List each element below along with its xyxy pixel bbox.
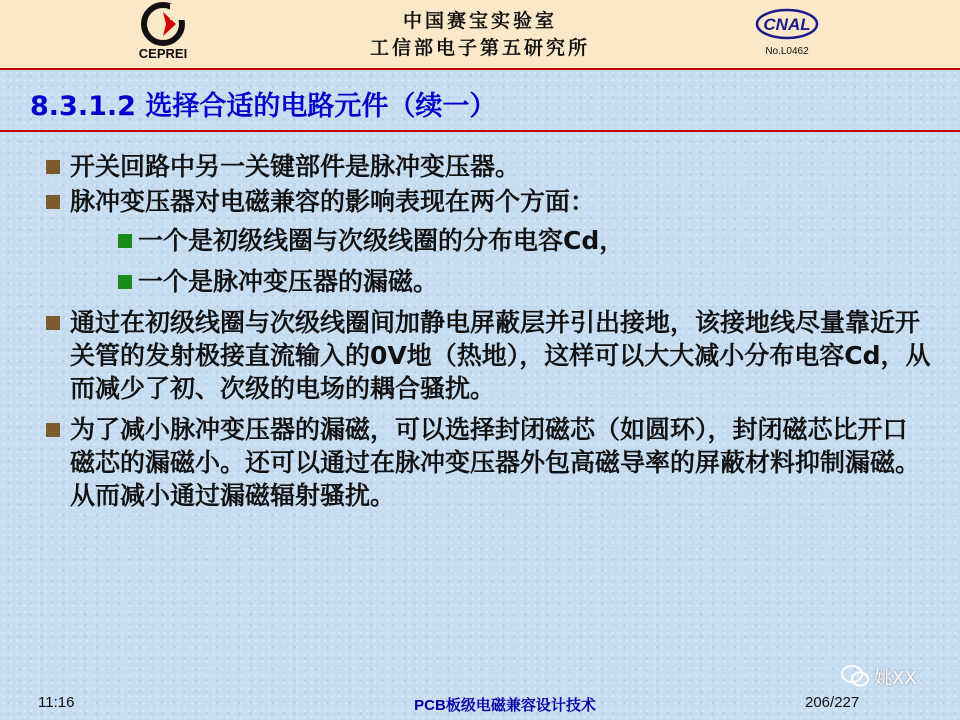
bullet-item <box>42 185 932 218</box>
bullet-text: 通过在初级线圈与次级线圈间加静电屏蔽层并引出接地，该接地线尽量靠近开关管的发射极接直流输入的0V地（热地），这样可以大大减小分布电容Cd，从而减少了初、次级的电场的耦合骚扰。 <box>70 308 931 403</box>
ceprei-logo-icon <box>140 2 186 46</box>
cnal-number: No.L0462 <box>765 46 809 57</box>
slide-content <box>42 150 932 514</box>
bullet-text: 开关回路中另一关键部件是脉冲变压器。 <box>70 152 521 181</box>
bullet-text: 脉冲变压器对电磁兼容的影响表现在两个方面： <box>70 187 596 216</box>
watermark-text: 姚XX <box>874 668 917 689</box>
square-bullet-icon <box>46 316 60 330</box>
slide-header <box>0 0 960 68</box>
sub-bullet-item <box>116 224 932 257</box>
wechat-icon <box>840 664 870 688</box>
cnal-logo <box>740 2 830 64</box>
bullet-text: 一个是初级线圈与次级线圈的分布电容Cd， <box>138 226 625 255</box>
bullet-item <box>42 150 932 183</box>
bullet-item <box>42 413 932 512</box>
bullet-text: 一个是脉冲变压器的漏磁。 <box>138 267 439 296</box>
cnal-logo-icon <box>754 4 820 46</box>
watermark <box>840 660 950 694</box>
footer-time: 11:16 <box>38 694 75 711</box>
slide-title: 8.3.1.2 选择合适的电路元件（续一） <box>30 91 497 122</box>
square-bullet-icon <box>46 423 60 437</box>
green-square-bullet-icon <box>118 234 132 248</box>
square-bullet-icon <box>46 195 60 209</box>
ceprei-logo <box>118 2 208 64</box>
footer-title: PCB板级电磁兼容设计技术 <box>414 697 596 714</box>
sub-bullet-item <box>116 265 932 298</box>
header-divider <box>0 68 960 70</box>
cnal-logo-label: CNAL <box>763 15 811 34</box>
ceprei-logo-text: CEPREI <box>138 46 188 61</box>
bullet-item <box>42 306 932 405</box>
bullet-text: 为了减小脉冲变压器的漏磁，可以选择封闭磁芯（如圆环），封闭磁芯比开口磁芯的漏磁小。还可以通过在脉冲变压器外包高磁导率的屏蔽材料抑制漏磁。从而减小通过漏磁辐射骚扰。 <box>70 415 921 510</box>
footer-page-number: 206/227 <box>805 694 860 711</box>
green-square-bullet-icon <box>118 275 132 289</box>
organization-name <box>300 8 660 62</box>
square-bullet-icon <box>46 160 60 174</box>
org-name-line2: 工信部电子第五研究所 <box>369 37 590 59</box>
title-divider <box>0 130 960 132</box>
org-name-line1: 中国赛宝实验室 <box>402 10 557 32</box>
